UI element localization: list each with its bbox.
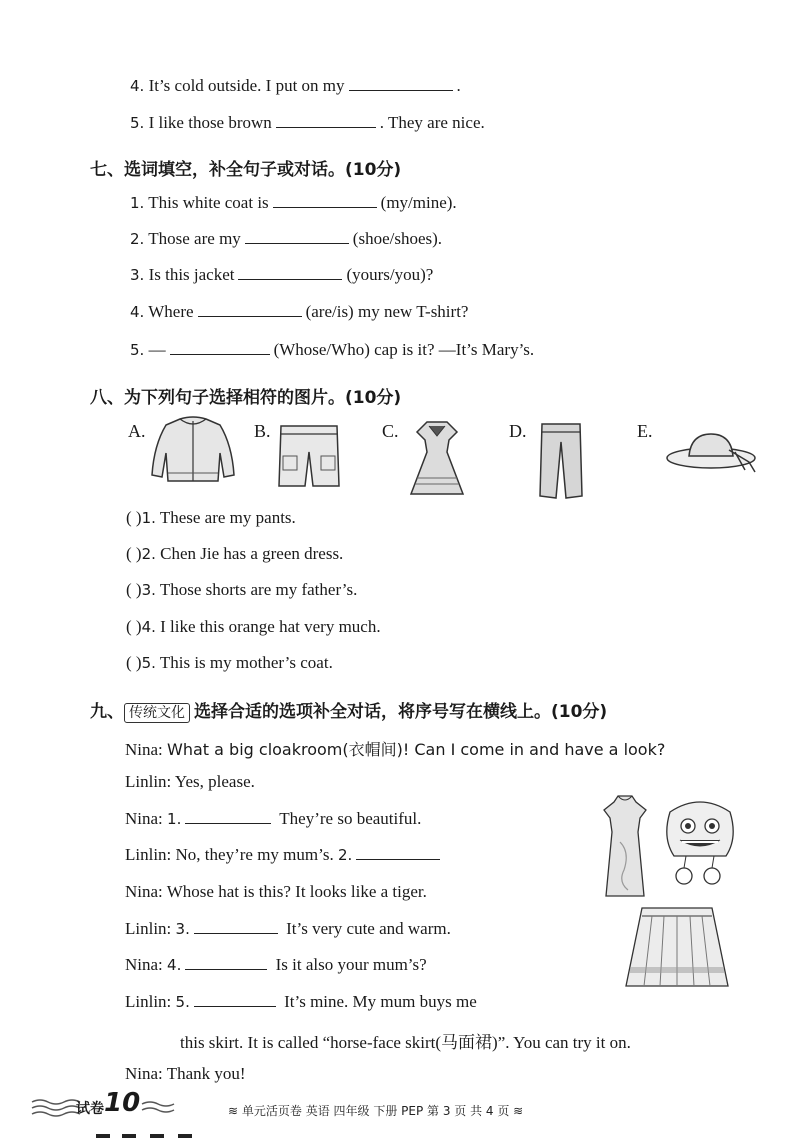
answer-paren[interactable]: ( ) <box>126 544 142 563</box>
question-7-1: 1. This white coat is (my/mine). <box>130 193 457 212</box>
dialogue-line-9: this skirt. It is called “horse-face skirt(马面裙)”. You can try it on. <box>180 1033 631 1052</box>
horse-face-skirt-icon <box>622 904 732 992</box>
dialogue-line-7: Nina: 4. Is it also your mum’s? <box>125 955 427 974</box>
answer-paren[interactable]: ( ) <box>126 580 142 599</box>
answer-blank[interactable] <box>273 193 377 208</box>
answer-blank[interactable] <box>349 76 453 91</box>
answer-blank[interactable] <box>238 265 342 280</box>
question-7-4: 4. Where (are/is) my new T-shirt? <box>130 302 469 321</box>
section-8-title: 八、为下列句子选择相符的图片。(10分) <box>90 388 402 408</box>
shorts-icon <box>277 422 341 490</box>
section-7-title: 七、选词填空，补全句子或对话。(10分) <box>90 160 402 180</box>
question-7-3: 3. Is this jacket (yours/you)? <box>130 265 434 284</box>
answer-blank[interactable] <box>356 845 440 860</box>
dialogue-line-8: Linlin: 5. It’s mine. My mum buys me <box>125 992 477 1011</box>
footer-page-number: 10 <box>104 1088 141 1118</box>
dialogue-line-2: Linlin: Yes, please. <box>125 772 255 791</box>
dialogue-line-1: Nina: What a big cloakroom(衣帽间)! Can I come in and have a look? <box>125 740 666 759</box>
answer-paren[interactable]: ( ) <box>126 508 142 527</box>
option-c-label: C. <box>382 421 399 441</box>
match-item-3: ( )3. Those shorts are my father’s. <box>126 580 358 599</box>
dialogue-line-4: Linlin: No, they’re my mum’s. 2. <box>125 845 444 865</box>
answer-paren[interactable]: ( ) <box>126 653 142 672</box>
dialogue-line-3: Nina: 1. They’re so beautiful. <box>125 809 422 828</box>
hat-icon <box>665 428 761 478</box>
answer-blank[interactable] <box>194 992 276 1007</box>
answer-blank[interactable] <box>245 229 349 244</box>
dialogue-line-5: Nina: Whose hat is this? It looks like a tiger. <box>125 882 427 901</box>
dialogue-line-10: Nina: Thank you! <box>125 1064 246 1083</box>
dialogue-line-6: Linlin: 3. It’s very cute and warm. <box>125 919 451 938</box>
footer-dash <box>96 1134 110 1138</box>
match-item-2: ( )2. Chen Jie has a green dress. <box>126 544 344 563</box>
dress-icon <box>405 418 469 498</box>
option-d-label: D. <box>509 421 527 441</box>
footer-info: ≋ 单元活页卷 英语 四年级 下册 PEP 第 3 页 共 4 页 ≋ <box>228 1104 524 1118</box>
section-9-title: 九、 传统文化 选择合适的选项补全对话，将序号写在横线上。(10分) <box>90 702 608 722</box>
question-7-5: 5. — (Whose/Who) cap is it? —It’s Mary’s. <box>130 340 535 359</box>
footer-dash <box>150 1134 164 1138</box>
pants-icon <box>536 420 586 502</box>
option-e-label: E. <box>637 421 653 441</box>
jacket-icon <box>148 415 238 485</box>
question-6-5: 5. I like those brown . They are nice. <box>130 113 485 132</box>
answer-blank[interactable] <box>185 809 271 824</box>
option-a-label: A. <box>128 421 146 441</box>
question-6-4: 4. It’s cold outside. I put on my . <box>130 76 461 95</box>
answer-blank[interactable] <box>194 919 278 934</box>
tiger-hat-icon <box>660 792 740 896</box>
answer-blank[interactable] <box>198 302 302 317</box>
match-item-4: ( )4. I like this orange hat very much. <box>126 617 381 636</box>
footer-wave-right <box>140 1096 180 1120</box>
footer-label: 试卷 <box>76 1101 104 1117</box>
footer-dash <box>178 1134 192 1138</box>
question-7-2: 2. Those are my (shoe/shoes). <box>130 229 443 248</box>
match-item-1: ( )1. These are my pants. <box>126 508 296 527</box>
option-b-label: B. <box>254 421 271 441</box>
traditional-culture-tag: 传统文化 <box>124 703 190 723</box>
answer-blank[interactable] <box>170 340 270 355</box>
answer-blank[interactable] <box>276 113 376 128</box>
qipao-icon <box>600 792 650 902</box>
answer-blank[interactable] <box>185 955 267 970</box>
answer-paren[interactable]: ( ) <box>126 617 142 636</box>
footer-dash <box>122 1134 136 1138</box>
match-item-5: ( )5. This is my mother’s coat. <box>126 653 333 672</box>
